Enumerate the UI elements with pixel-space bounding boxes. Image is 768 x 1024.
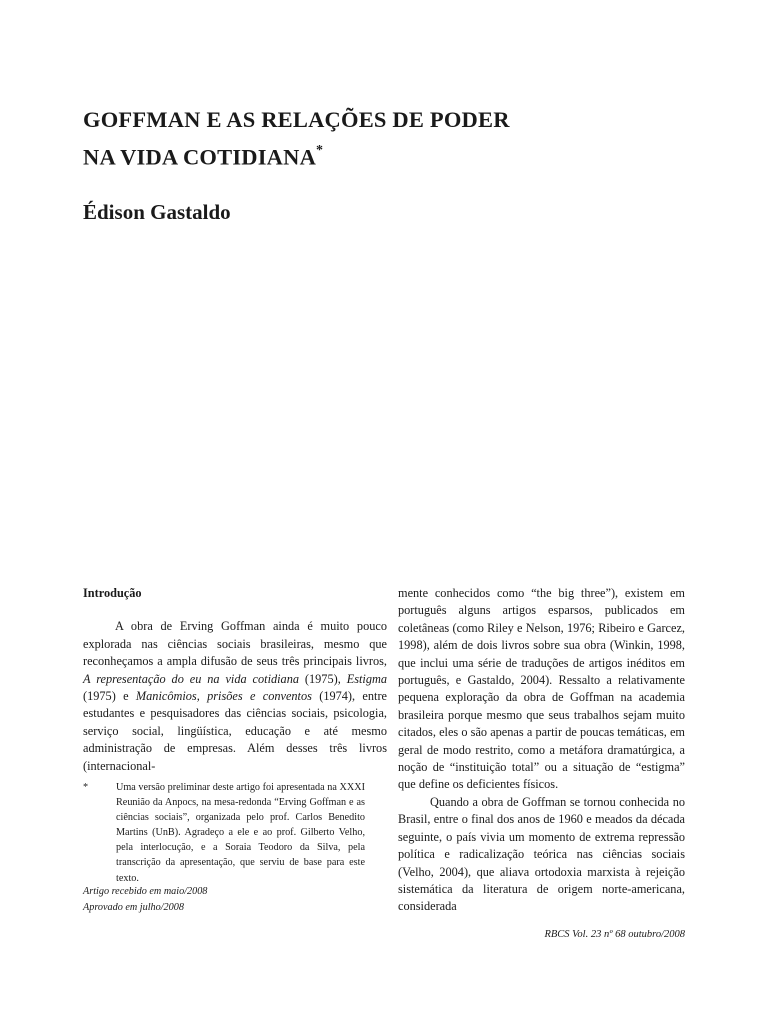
footnote-mark: * bbox=[83, 782, 89, 793]
left-column bbox=[83, 585, 387, 775]
book-title-estigma: Estigma bbox=[346, 671, 387, 686]
footnote-text: Uma versão preliminar deste artigo foi apresentada na XXXI Reunião da Anpocs, na mesa-redonda “Erving Goffman e as ciências sociais”, organizada pelo prof. Carlos Benedito Martins (UnB). Agradeço a ele e ao prof. Gilberto Velho, pela interlocução, e a Soraia Teodoro da Silva, pela transcrição da apresentação, que serviu de base para este texto. bbox=[116, 782, 365, 884]
book-title-manicomios: Manicômios, prisões e conventos bbox=[135, 689, 312, 704]
right-paragraph-2: Quando a obra de Goffman se tornou conhecida no Brasil, entre o final dos anos de 1960 e meados da década seguinte, o país vivia um momento de extrema repressão política e radicalização teórica nas ciências sociais (Velho, 2004), que aliava ortodoxia marxista à rejeição sistemática da literatura de origem norte-americana, considerada bbox=[398, 794, 685, 914]
section-heading-introducao: Introdução bbox=[83, 586, 142, 600]
approved-date: Aprovado em julho/2008 bbox=[83, 901, 184, 913]
book-title-representacao: A representação do eu na vida cotidiana bbox=[83, 671, 299, 686]
journal-citation: RBCS Vol. 23 nº 68 outubro/2008 bbox=[544, 929, 685, 940]
right-column bbox=[398, 585, 685, 916]
title-line-1: GOFFMAN E AS RELAÇÕES DE PODER bbox=[83, 107, 510, 132]
title-line-2-text: NA VIDA COTIDIANA bbox=[83, 144, 317, 170]
intro-text-2: (1975), bbox=[299, 671, 347, 686]
article-dates bbox=[83, 884, 207, 915]
title-line-2 bbox=[83, 136, 683, 174]
intro-text-1: A obra de Erving Goffman ainda é muito pouco explorada nas ciências sociais brasileiras, mesmo que reconheçamos a ampla difusão de seus três principais livros, bbox=[83, 619, 387, 669]
intro-text-4: (1974), entre estudantes e pesquisadores das ciências sociais, psicologia, serviço social, lingüística, educação e até mesmo administração de empresas. Além desses três livros (internacional- bbox=[83, 689, 388, 773]
article-title bbox=[83, 103, 683, 174]
intro-text-3: (1975) e bbox=[83, 689, 136, 704]
footnote bbox=[83, 780, 365, 886]
right-paragraph-1: mente conhecidos como “the big three”), existem em português alguns artigos esparsos, publicados em coletâneas (como Riley e Nelson, 1976; Ribeiro e Garcez, 1998), além de dois livros sobre sua obra (Winkin, 1998, que inclui uma série de traduções de artigos inéditos em português, e Gastaldo, 2004). Ressalto a relativamente pequena exploração da obra de Goffman na academia brasileira porque mesmo que seus trabalhos sejam muito citados, eles o são apenas a partir de poucas temáticas, em geral de modo restrito, como a metáfora dramatúrgica, a noção de “instituição total” ou a situação de “estigma” que define os deficientes físicos. bbox=[398, 586, 685, 792]
title-footnote-mark: * bbox=[316, 143, 324, 158]
received-date: Artigo recebido em maio/2008 bbox=[83, 886, 208, 897]
intro-paragraph-1 bbox=[83, 618, 387, 775]
author-name: Édison Gastaldo bbox=[83, 200, 231, 224]
